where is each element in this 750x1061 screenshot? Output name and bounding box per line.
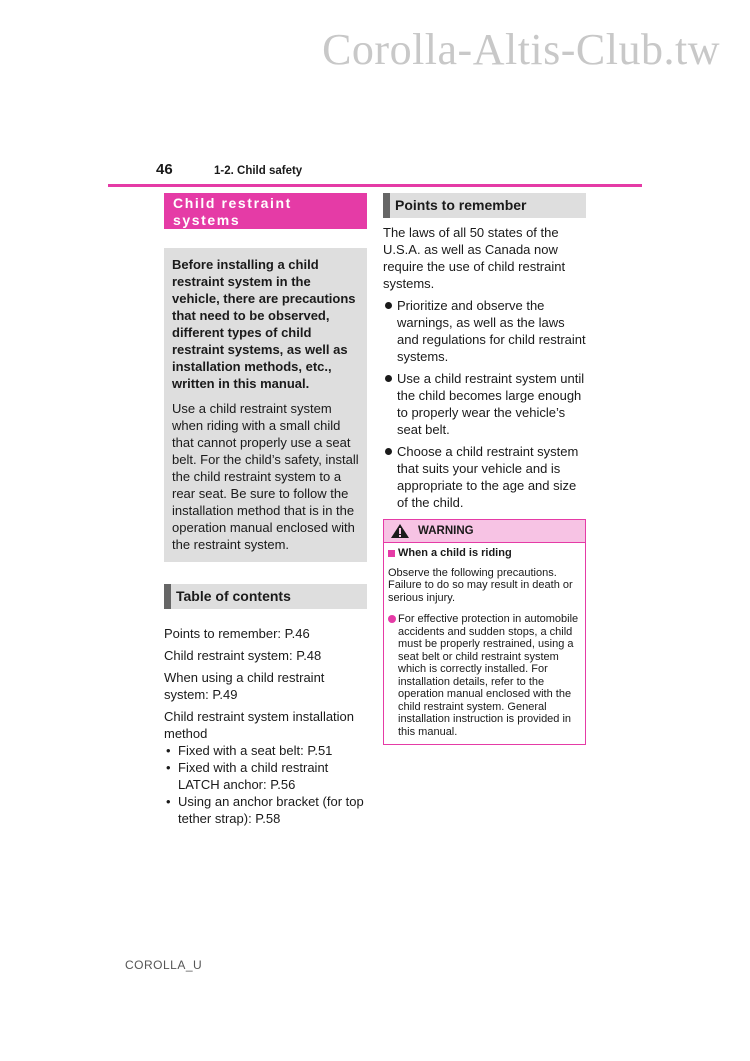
footer-label: COROLLA_U (125, 958, 203, 972)
toc-sub-entry[interactable]: • Fixed with a child restraint LATCH anchor: P.56 (164, 759, 367, 793)
list-item (388, 613, 580, 738)
bullet-icon (385, 302, 392, 309)
warning-box (383, 519, 586, 745)
list-item-text: Choose a child restraint system that suits your vehicle and is appropriate to the age and size of the child. (397, 444, 579, 510)
page-number: 46 (156, 161, 173, 178)
list-item (383, 370, 586, 438)
chapter-title: Child restraint systems (164, 193, 367, 229)
points-list (383, 297, 586, 511)
right-column (383, 193, 586, 745)
section-title: 1-2. Child safety (214, 165, 303, 177)
toc-entry[interactable]: Points to remember: P.46 (164, 626, 310, 641)
watermark: Corolla-Altis-Club.tw (322, 25, 720, 74)
warning-triangle-icon (390, 523, 410, 539)
warning-list (388, 613, 580, 738)
square-bullet-icon (388, 550, 395, 557)
toc-entry[interactable]: When using a child restraint system: P.49 (164, 670, 325, 702)
warning-text: Observe the following precautions. (388, 566, 557, 579)
warning-subheading-text: When a child is riding (398, 547, 512, 559)
table-of-contents (164, 625, 367, 827)
list-item-text: For effective protection in automobile accidents and sudden stops, a child must be properly restrained, using a seat belt or child restraint system which is correctly installed. For installation details, refer to the operation manual enclosed with the child restraint system. General installation instruction is provided in this manual. (398, 613, 579, 738)
intro-bold-text: Before installing a child restraint system in the vehicle, there are precautions that need to be observed, different types of child restraint systems, as well as installation methods, etc., written in this manual. (172, 257, 356, 391)
page-header (108, 160, 642, 187)
pink-bullet-icon (388, 615, 396, 623)
warning-subheading (388, 547, 580, 560)
bullet-icon (385, 448, 392, 455)
intro-box (164, 248, 367, 562)
intro-body-text: Use a child restraint system when riding with a small child that cannot properly use a seat belt. For the child’s safety, install the child restraint system to a rear seat. Be sure to follow the installation method that is in the operation manual enclosed with the restraint system. (172, 401, 359, 552)
warning-text: Failure to do so may result in death or serious injury. (388, 579, 573, 604)
points-intro: The laws of all 50 states of the U.S.A. as well as Canada now require the use of child restraint systems. (383, 225, 566, 291)
toc-heading: Table of contents (164, 584, 367, 609)
list-item (383, 297, 586, 365)
warning-label: WARNING (418, 525, 474, 537)
points-heading: Points to remember (383, 193, 586, 218)
warning-body (384, 543, 585, 744)
bullet-icon (385, 375, 392, 382)
list-item-text: Use a child restraint system until the child becomes large enough to properly wear the vehicle’s seat belt. (397, 371, 585, 437)
left-column (164, 193, 367, 827)
toc-entry: Child restraint system installation method (164, 709, 355, 741)
list-item-text: Prioritize and observe the warnings, as well as the laws and regulations for child restraint systems. (397, 298, 586, 364)
toc-sub-list (164, 742, 367, 827)
toc-sub-entry[interactable]: • Fixed with a seat belt: P.51 (164, 742, 367, 759)
toc-entry[interactable]: Child restraint system: P.48 (164, 648, 322, 663)
list-item (383, 443, 586, 511)
toc-sub-entry[interactable]: • Using an anchor bracket (for top tether strap): P.58 (164, 793, 367, 827)
warning-header (384, 520, 585, 543)
